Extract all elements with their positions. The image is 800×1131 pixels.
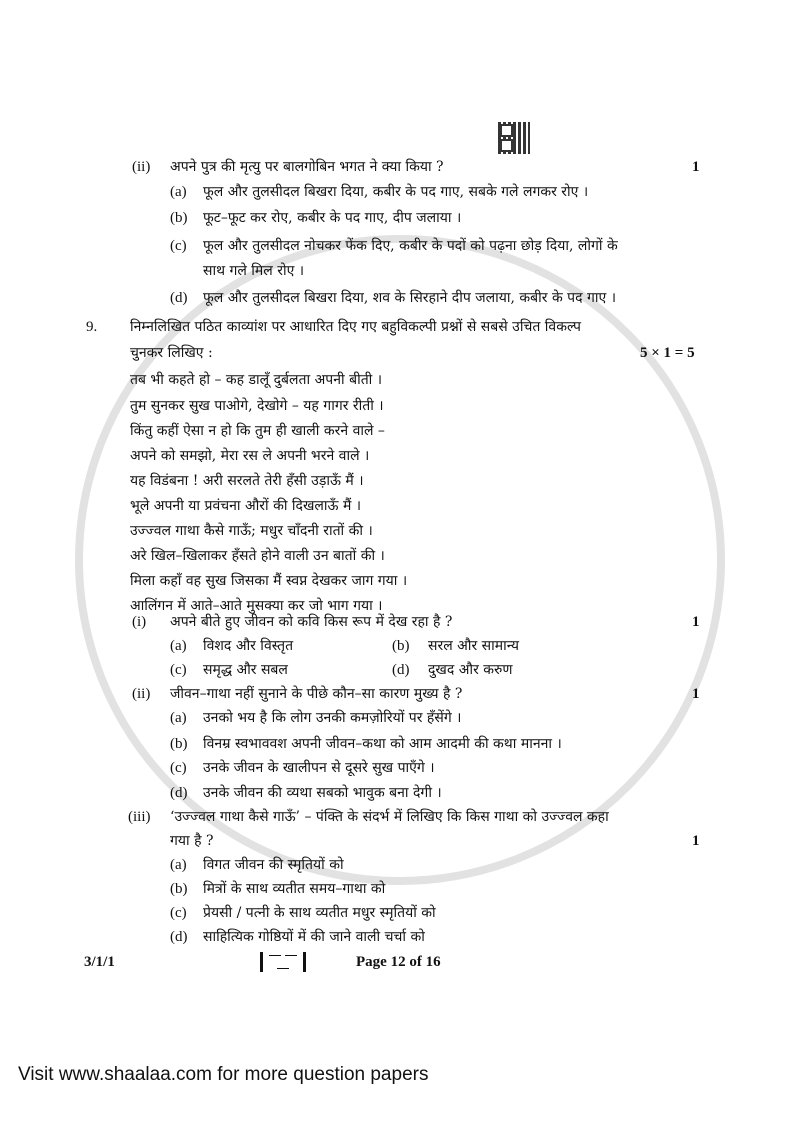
option-text: दुखद और करुण: [428, 662, 513, 678]
question-number: (iii): [128, 809, 151, 825]
option-label: (c): [170, 760, 187, 776]
poem-line: आलिंगन में आते–आते मुसक्या कर जो भाग गया ।: [130, 598, 383, 614]
poem-line: तुम सुनकर सुख पाओगे, देखोगे – यह गागर रीती ।: [130, 398, 384, 414]
question-text: जीवन–गाथा नहीं सुनाने के पीछे कौन–सा कारण मुख्य है ?: [170, 686, 463, 702]
option-text: उनको भय है कि लोग उनकी कमज़ोरियों पर हँसेंगे ।: [203, 710, 462, 726]
qr-code: [498, 122, 530, 154]
option-label: (b): [170, 210, 188, 226]
option-text-continued: साथ गले मिल रोए ।: [203, 263, 305, 279]
poem-line: तब भी कहते हो – कह डालूँ दुर्बलता अपनी बीती ।: [130, 372, 383, 388]
marks: 5 × 1 = 5: [640, 345, 695, 361]
poem-line: किंतु कहीं ऐसा न हो कि तुम ही खाली करने वाले –: [130, 423, 385, 439]
question-number: (ii): [132, 159, 151, 175]
barcode-mark: [260, 952, 306, 972]
option-label: (b): [170, 881, 188, 897]
poem-line: भूले अपनी या प्रवंचना औरों की दिखलाऊँ मैं ।: [130, 498, 362, 514]
option-label: (a): [170, 184, 187, 200]
option-text: विशद और विस्तृत: [203, 638, 294, 654]
option-text: फूल और तुलसीदल बिखरा दिया, शव के सिरहाने दीप जलाया, कबीर के पद गाए ।: [203, 290, 617, 306]
marks: 1: [692, 614, 700, 630]
option-label: (b): [392, 638, 410, 654]
option-text: सरल और सामान्य: [428, 638, 519, 654]
option-label: (c): [170, 662, 187, 678]
option-text: उनके जीवन के खालीपन से दूसरे सुख पाएँगे ।: [203, 760, 435, 776]
page-number: Page 12 of 16: [356, 954, 441, 970]
question-number: (ii): [132, 686, 151, 702]
poem-line: अपने को समझो, मेरा रस ले अपनी भरने वाले ।: [130, 448, 370, 464]
option-label: (c): [170, 905, 187, 921]
option-text: फूल और तुलसीदल बिखरा दिया, कबीर के पद गाए, सबके गले लगकर रोए ।: [203, 184, 589, 200]
option-label: (d): [392, 662, 410, 678]
option-label: (c): [170, 238, 187, 254]
option-label: (d): [170, 929, 188, 945]
option-label: (b): [170, 736, 188, 752]
option-text: समृद्ध और सबल: [203, 662, 288, 678]
poem-line: मिला कहाँ वह सुख जिसका मैं स्वप्न देखकर जाग गया ।: [130, 573, 408, 589]
option-label: (a): [170, 857, 187, 873]
marks: 1: [692, 159, 700, 175]
poem-line: उज्ज्वल गाथा कैसे गाऊँ; मधुर चाँदनी रातों की ।: [130, 523, 373, 539]
option-text: प्रेयसी / पत्नी के साथ व्यतीत मधुर स्मृतियों को: [203, 905, 436, 921]
question-number: 9.: [86, 319, 98, 335]
question-text: ‘उज्ज्वल गाथा कैसे गाऊँ’ – पंक्ति के संदर्भ में लिखिए कि किस गाथा को उज्ज्वल कहा: [170, 809, 609, 825]
poem-line: अरे खिल–खिलाकर हँसते होने वाली उन बातों की ।: [130, 548, 385, 564]
option-text: उनके जीवन की व्यथा सबको भावुक बना देगी ।: [203, 785, 442, 801]
promo-banner: Visit www.shaalaa.com for more question papers: [18, 1064, 429, 1085]
option-label: (d): [170, 290, 188, 306]
question-instruction: निम्नलिखित पठित काव्यांश पर आधारित दिए गए बहुविकल्पी प्रश्नों से सबसे उचित विकल्प: [130, 319, 581, 335]
option-text: साहित्यिक गोष्ठियों में की जाने वाली चर्चा को: [203, 929, 425, 945]
question-text: अपने पुत्र की मृत्यु पर बालगोबिन भगत ने क्या किया ?: [170, 159, 444, 175]
option-text: फूल और तुलसीदल नोचकर फेंक दिए, कबीर के पदों को पढ़ना छोड़ दिया, लोगों के: [203, 238, 618, 254]
marks: 1: [692, 686, 700, 702]
question-text: अपने बीते हुए जीवन को कवि किस रूप में देख रहा है ?: [170, 614, 453, 630]
question-number: (i): [132, 614, 147, 630]
option-text: विगत जीवन की स्मृतियों को: [203, 857, 344, 873]
option-label: (a): [170, 638, 187, 654]
paper-code: 3/1/1: [84, 954, 115, 970]
question-instruction: चुनकर लिखिए :: [130, 345, 213, 361]
option-text: विनम्र स्वभाववश अपनी जीवन–कथा को आम आदमी की कथा मानना ।: [203, 736, 562, 752]
option-label: (a): [170, 710, 187, 726]
poem-line: यह विडंबना ! अरी सरलते तेरी हँसी उड़ाऊँ मैं ।: [130, 473, 364, 489]
option-text: फूट–फूट कर रोए, कबीर के पद गाए, दीप जलाया ।: [203, 210, 462, 226]
question-text-continued: गया है ?: [170, 833, 214, 849]
option-label: (d): [170, 785, 188, 801]
marks: 1: [692, 833, 700, 849]
option-text: मित्रों के साथ व्यतीत समय–गाथा को: [203, 881, 386, 897]
